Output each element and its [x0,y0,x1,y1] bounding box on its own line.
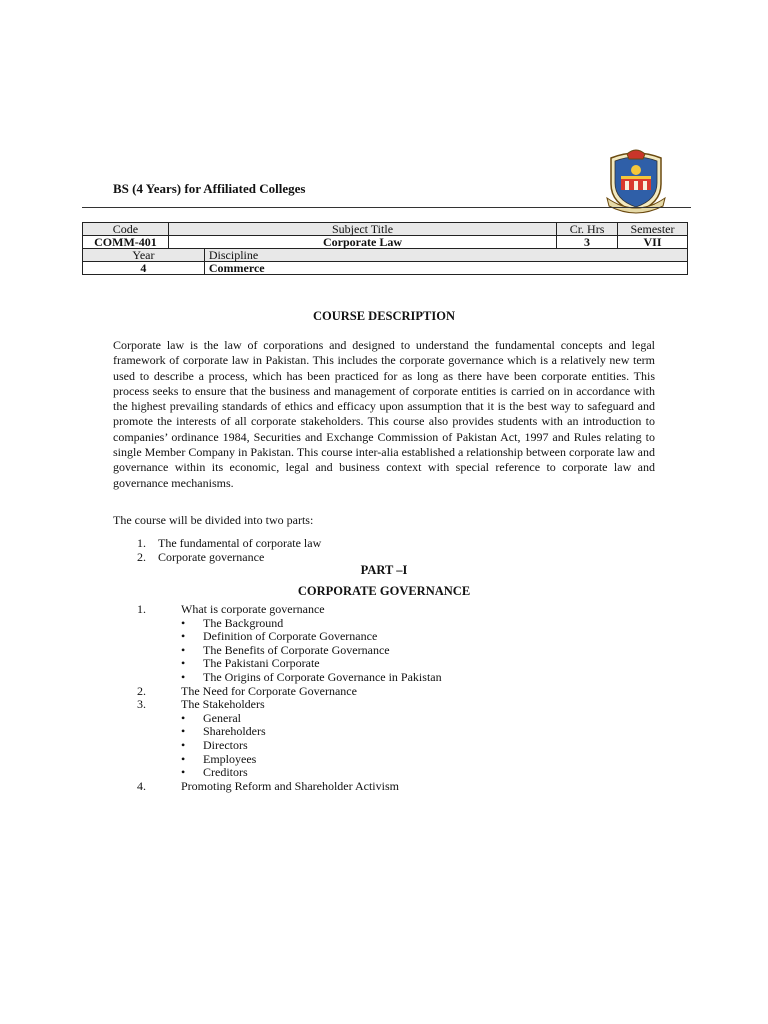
part-one-subtitle: CORPORATE GOVERNANCE [297,584,471,598]
list-item [137,551,321,565]
outline-bullet [137,766,442,780]
outline-bullet [137,671,442,685]
list-item [137,537,321,551]
bullet-icon: • [181,765,186,780]
table-header-row [83,249,688,262]
bullet-icon: • [181,737,186,752]
outline-item [137,780,442,794]
header-divider [82,207,691,208]
table-header-row [83,223,688,236]
outline-bullet [137,630,442,644]
list-item-text: The fundamental of corporate law [158,536,322,550]
outline-item-text: The Need for Corporate Governance [181,683,357,698]
year-header: Year [83,249,205,262]
bullet-icon: • [181,642,186,657]
outline-item [137,698,442,712]
outline-bullet-text: Definition of Corporate Governance [203,629,378,644]
course-parts-list [137,537,321,564]
outline-item-number: 2. [137,683,146,698]
list-item-number: 2. [137,549,146,564]
outline-item-number: 1. [137,602,146,616]
outline-bullet-text: The Origins of Corporate Governance in Pakistan [203,669,442,684]
subject-title-header: Subject Title [168,223,556,236]
outline-bullet [137,753,442,767]
outline-item-text: Promoting Reform and Shareholder Activism [181,778,399,793]
list-item-text: Corporate governance [158,549,265,564]
part-one-heading: PART –I [360,563,408,577]
semester-header: Semester [618,223,688,236]
bullet-icon: • [181,669,186,684]
course-info-table [82,222,688,275]
outline-item [137,603,442,617]
outline-bullet-text: Shareholders [203,724,266,739]
outline-bullet-text: General [203,710,241,725]
outline-bullet-text: The Benefits of Corporate Governance [203,642,390,657]
program-title: BS (4 Years) for Affiliated Colleges [113,181,306,196]
code-value: COMM-401 [83,236,169,249]
course-description-body: Corporate law is the law of corporations and designed to understand the fundamental concepts and legal framework of corporate law in Pakistan. This includes the corporate governance which is a relatively new term used to describe a process, which has been practiced for as long as there have been corporate entities. This process seeks to ensure that the business and management of corporate entities is carried on in accordance with the highest prevailing standards of ethics and efficacy upon assumption that it is the best way to safeguard and promote the interests of all corporate stakeholders. This course also provides students with an introduction to companies’ ordinance 1984, Securities and Exchange Commission of Pakistan Act, 1997 and Rules relating to single Member Company in Pakistan. This course inter-alia established a relationship between corporate law and governance within its economic, legal and business context with special reference to corporate law and governance mechanisms. [113,338,655,490]
discipline-value: Commerce [204,262,687,275]
outline-bullet [137,617,442,631]
outline-bullet-text: The Background [203,615,284,630]
outline-item-number: 3. [137,697,146,712]
outline-item-number: 4. [137,778,146,793]
table-row [83,262,688,275]
course-description-heading: COURSE DESCRIPTION [312,309,456,323]
outline-bullet [137,644,442,658]
semester-value: VII [618,236,688,249]
bullet-icon: • [181,751,186,766]
outline-item-text: What is corporate governance [181,602,325,616]
outline-bullet [137,739,442,753]
bullet-icon: • [181,710,186,725]
outline-bullet [137,725,442,739]
bullet-icon: • [181,615,186,630]
outline-item-text: The Stakeholders [181,697,265,712]
course-parts-intro: The course will be divided into two parts: [113,513,314,527]
part-one-outline [137,603,442,793]
table-row [83,236,688,249]
bullet-icon: • [181,724,186,739]
outline-bullet [137,657,442,671]
outline-bullet-text: Creditors [203,765,248,780]
list-item-number: 1. [137,536,146,550]
bullet-icon: • [181,656,186,671]
cr-hrs-header: Cr. Hrs [557,223,618,236]
year-value: 4 [83,262,205,275]
university-crest-logo [603,146,669,216]
discipline-header: Discipline [204,249,687,262]
bullet-icon: • [181,629,186,644]
subject-title-value: Corporate Law [168,236,556,249]
outline-bullet-text: Directors [203,737,248,752]
outline-bullet-text: Employees [203,751,257,766]
outline-item [137,685,442,699]
outline-bullet [137,712,442,726]
cr-hrs-value: 3 [557,236,618,249]
code-header: Code [83,223,169,236]
outline-bullet-text: The Pakistani Corporate [203,656,320,671]
